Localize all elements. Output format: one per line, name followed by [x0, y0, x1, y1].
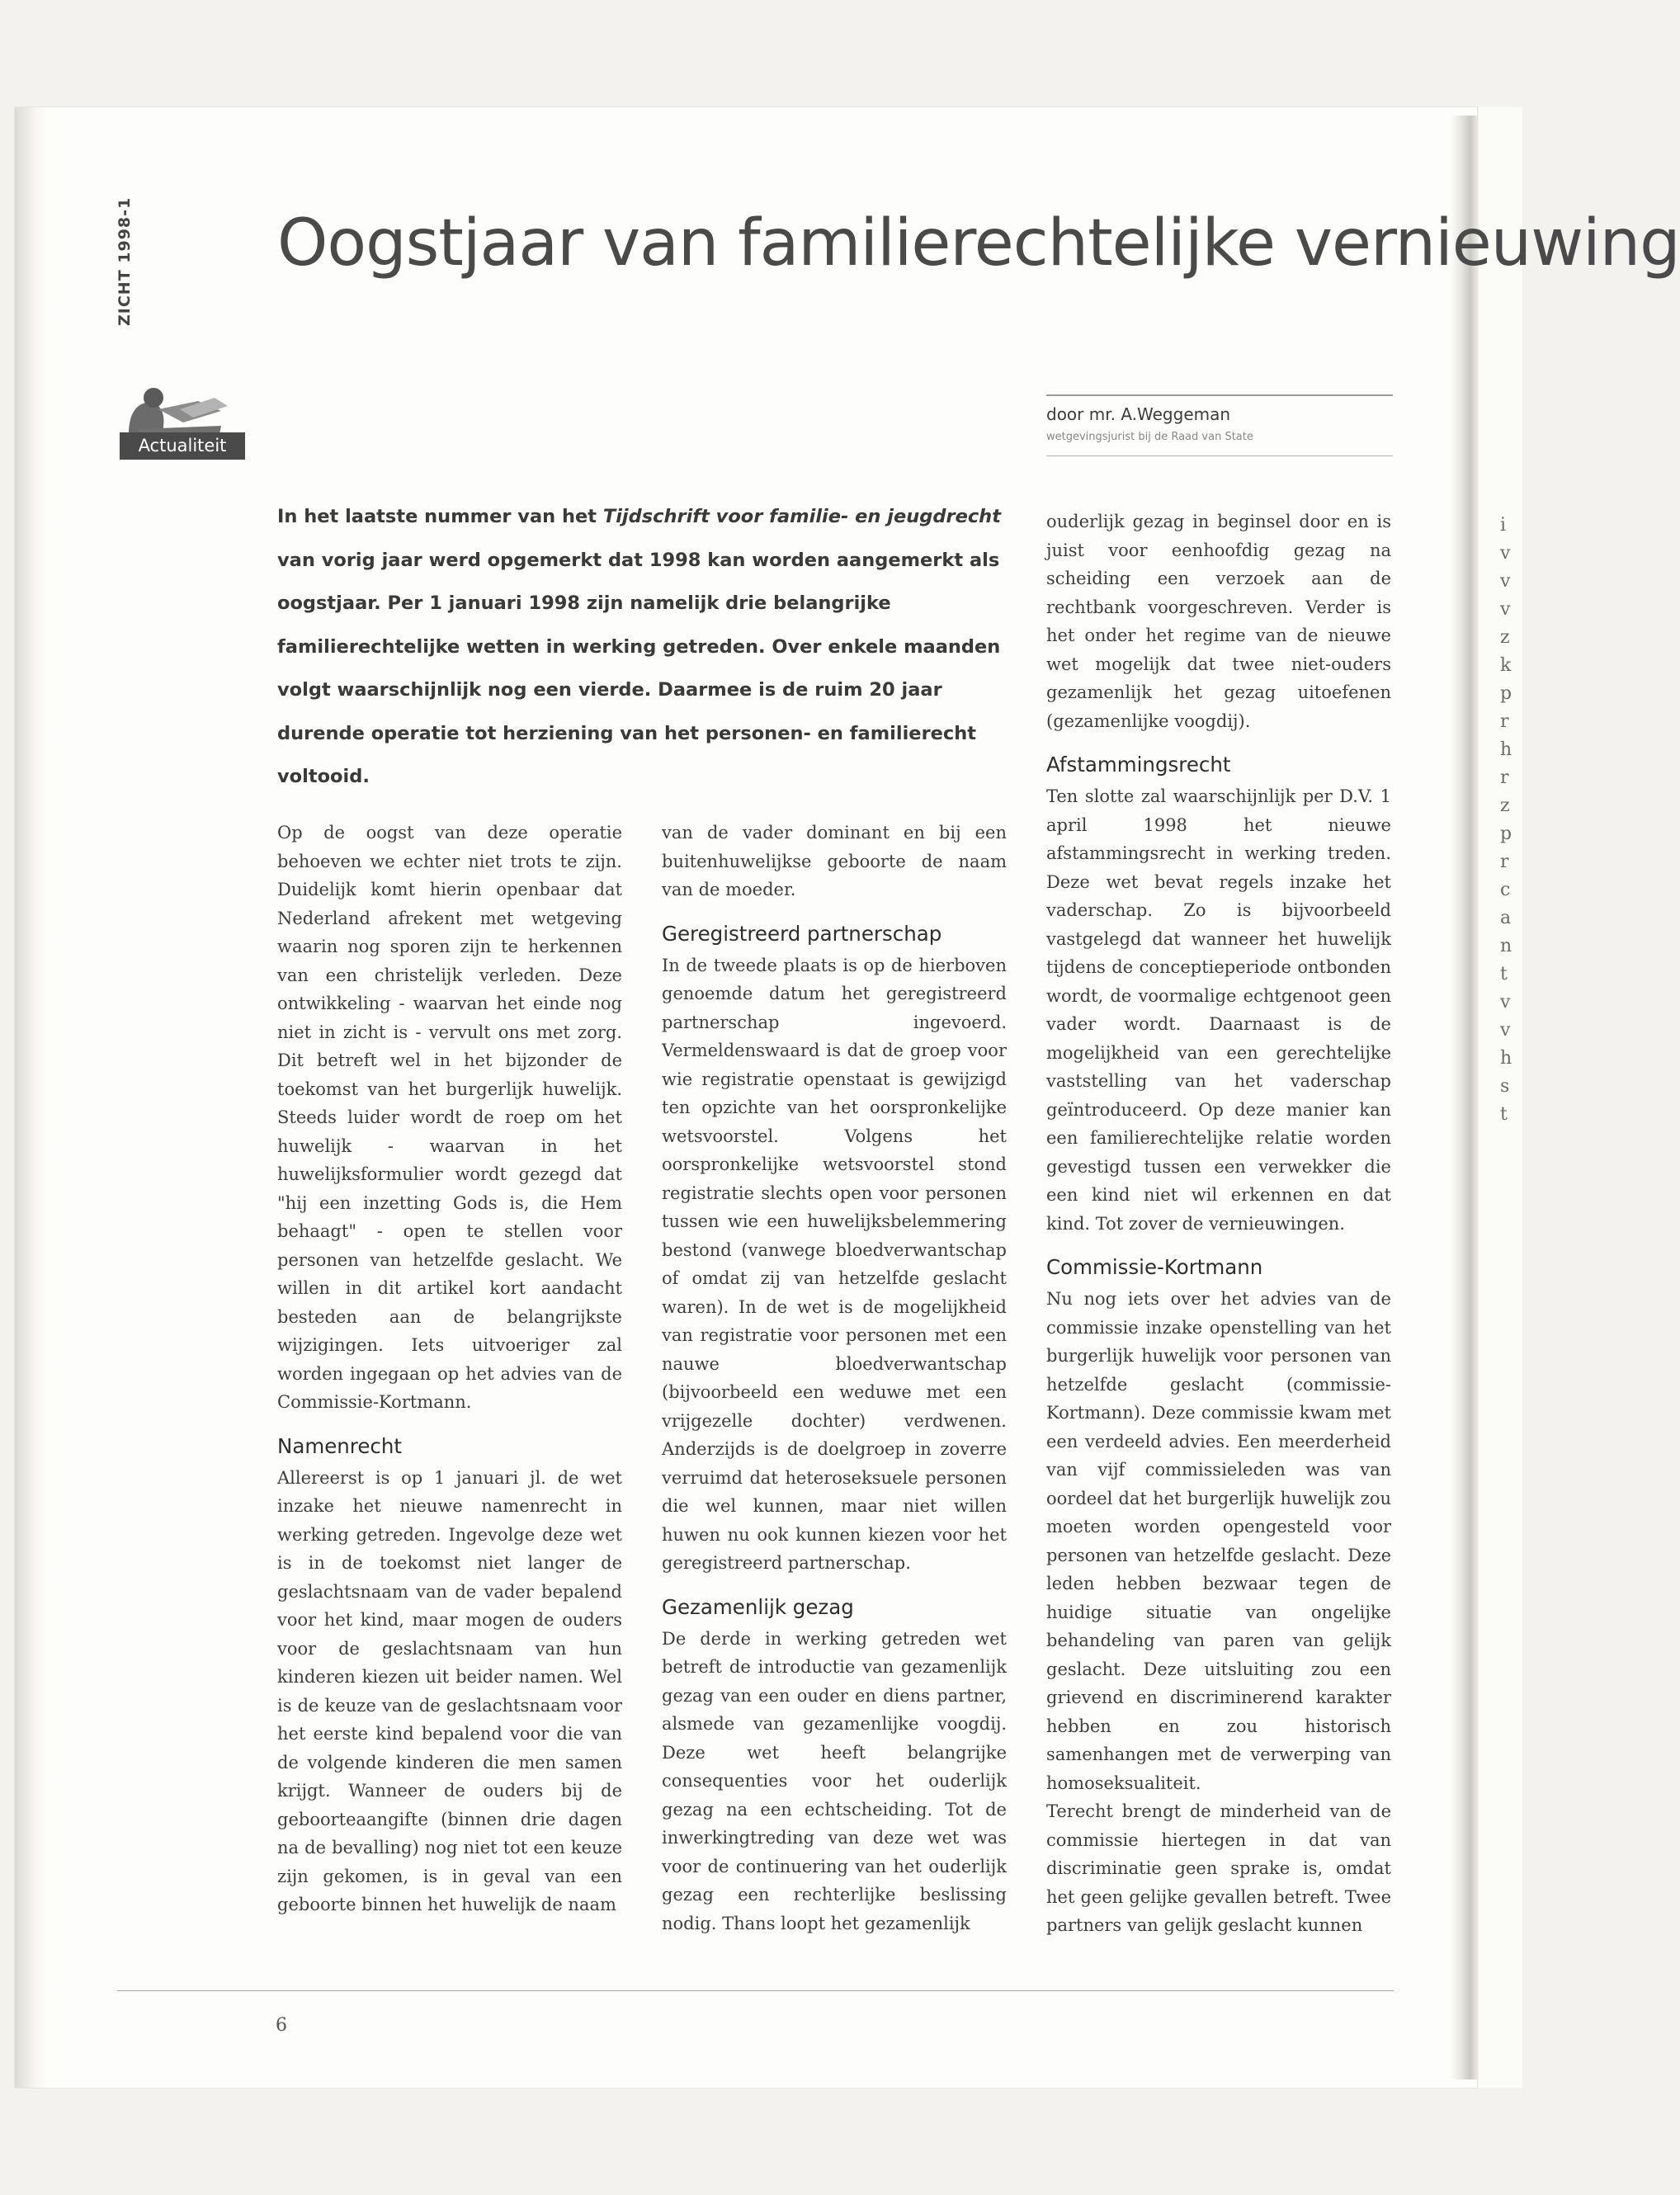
body-paragraph: Terecht brengt de minderheid van de commissie hiertegen in dat van discriminatie geen sprake is, omdat het geen gelijke gevallen betreft. Twee partners van gelijk geslacht kunnen — [1046, 1801, 1391, 1935]
body-paragraph: Nu nog iets over het advies van de commissie inzake openstelling van het burgerlijk huwelijk voor personen van hetzelfde geslacht (commissie-Kortmann). Deze commissie kwam met een verdeeld advies. Een meerderheid van vijf commissieleden was van oordeel dat het burgerlijk huwelijk zou moeten worden opengesteld voor personen van hetzelfde geslacht. Deze leden hebben bezwaar tegen de huidige situatie van ongelijke behandeling van paren van gelijk geslacht. Deze uitsluiting zou een grievend en discriminerend karakter hebben en zou historisch samenhangen met de verwerping van homoseksualiteit. — [1046, 1289, 1391, 1793]
margin-letter: v — [1500, 599, 1511, 620]
body-paragraph: Allereerst is op 1 januari jl. de wet inzake het nieuwe namenrecht in werking getreden. Ingevolge deze wet is in de toekomst niet langer de geslachtsnaam van de vader bepalend voor het kind, maar mogen de ouders voor de geslachtsnaam van hun kinderen kiezen uit beider namen. Wel is de keuze van de geslachtsnaam voor het eerste kind bepalend voor die van de volgende kinderen die men samen krijgt. Wanneer de ouders bij de geboorteaangifte (binnen drie dagen na de bevalling) nog niet tot een keuze zijn gekomen, is in geval van een geboorte binnen het huwelijk de naam — [277, 1467, 622, 1914]
margin-letter: h — [1500, 1048, 1512, 1069]
margin-letter: v — [1500, 1020, 1511, 1041]
running-head: ZICHT 1998-1 — [116, 196, 134, 326]
margin-letter: r — [1500, 711, 1509, 732]
margin-letter: r — [1500, 852, 1509, 872]
author-affiliation: wetgevingsjurist bij de Raad van State — [1046, 431, 1253, 443]
page-fold — [1451, 116, 1479, 2079]
article-title: Oogstjaar van familierechtelijke vernieuwing — [277, 206, 1680, 281]
margin-letter: r — [1500, 767, 1509, 788]
page-number: 6 — [276, 2015, 287, 2036]
journal-title: Tijdschrift voor familie- en jeugdrecht — [602, 506, 1001, 527]
section-heading-gezamenlijk-gezag: Gezamenlijk gezag — [662, 1594, 854, 1619]
intro-paragraph: In het laatste nummer van het Tijdschrift voor familie- en jeugdrecht van vorig jaar werd opgemerkt dat 1998 kan worden aangemerkt als oogstjaar. Per 1 januari 1998 zijn namelijk drie belangrijke familierechtelijke wetten in werking getreden. Over enkele maanden volgt waarschijnlijk nog een vierde. Daarmee is de ruim 20 jaar durende operatie tot herziening van het personen- en familierecht voltooid. — [277, 506, 1001, 787]
page-spine — [15, 107, 48, 2088]
footer-rule — [117, 1990, 1394, 1991]
body-paragraph: In de tweede plaats is op de hierboven genoemde datum het geregistreerd partnerschap ingevoerd. Vermeldenswaard is dat de groep voor wie registratie openstaat is gewijzigd ten opzichte van het oorspronkelijke wetsvoorstel. Volgens het oorspronkelijke wetsvoorstel stond registratie slechts open voor personen tussen wie een huwelijksbelemmering bestond (vanwege bloedverwantschap of omdat zij van hetzelfde geslacht waren). In de wet is de mogelijkheid van registratie voor personen met een nauwe bloedverwantschap (bijvoorbeeld een weduwe met een vrijgezelle dochter) verdwenen. Anderzijds is de doelgroep in zoverre verruimd dat heteroseksuele personen die wel kunnen, maar niet willen huwen nu ook kunnen kiezen voor het geregistreerd partnerschap. — [662, 955, 1007, 1573]
body-paragraph: van de vader dominant en bij een buitenhuwelijkse geboorte de naam van de moeder. — [662, 823, 1007, 899]
margin-letter: v — [1500, 992, 1511, 1013]
text-column-2 — [662, 819, 1007, 1938]
margin-letter: s — [1500, 1076, 1510, 1097]
body-paragraph: De derde in werking getreden wet betreft de introductie van gezamenlijk gezag van een ouder en diens partner, alsmede van gezamenlijke voogdij. Deze wet heeft belangrijke consequenties voor het ouderlijk gezag na een echtscheiding. Tot de inwerkingtreding van deze wet was voor de continuering van het ouderlijk gezag een rechterlijke beslissing nodig. Thans loopt het gezamenlijk — [662, 1628, 1007, 1933]
margin-letter: p — [1500, 824, 1512, 844]
section-heading-namenrecht: Namenrecht — [277, 1433, 403, 1458]
margin-letter: v — [1500, 543, 1511, 564]
margin-letter: v — [1500, 571, 1511, 592]
margin-letter: t — [1500, 1104, 1508, 1125]
author-byline: door mr. A.Weggeman — [1046, 404, 1231, 424]
body-paragraph: Op de oogst van deze operatie behoeven we echter niet trots te zijn. Duidelijk komt hierin openbaar dat Nederland afrekent met wetgeving waarin nog sporen zijn te herkennen van een christelijk verleden. Deze ontwikkeling - waarvan het einde nog niet in zicht is - vervult ons met zorg. Dit betreft wel in het bijzonder de toekomst van het burgerlijk huwelijk. Steeds luider wordt de roep om het huwelijk - waarvan in het huwelijksformulier wordt gezegd dat "hij een inzetting Gods is, die Hem behaagt" - open te stellen voor personen van hetzelfde geslacht. We willen in dit artikel kort aandacht besteden aan de belangrijkste wijzigingen. Iets uitvoeriger zal worden ingegaan op het advies van de Commissie-Kortmann. — [277, 823, 622, 1412]
margin-letter: p — [1500, 683, 1512, 704]
margin-letter: z — [1500, 795, 1510, 816]
margin-letter: i — [1500, 515, 1507, 536]
margin-letter: z — [1500, 627, 1510, 648]
section-heading-commissie-kortmann: Commissie-Kortmann — [1046, 1255, 1263, 1279]
byline-divider-top — [1046, 394, 1393, 396]
text-column-3 — [1046, 507, 1391, 1940]
adjacent-page-margin-letters — [1500, 512, 1518, 1129]
margin-letter: t — [1500, 964, 1508, 984]
section-heading-geregistreerd-partnerschap: Geregistreerd partnerschap — [662, 921, 942, 946]
margin-letter: n — [1500, 936, 1512, 956]
margin-letter: c — [1500, 880, 1511, 900]
margin-letter: h — [1500, 739, 1512, 760]
category-badge: Actualiteit — [120, 432, 245, 460]
margin-letter: a — [1500, 908, 1512, 928]
body-paragraph: Ten slotte zal waarschijnlijk per D.V. 1 april 1998 het nieuwe afstammingsrecht in werking treden. Deze wet bevat regels inzake het vaderschap. Zo is bijvoorbeeld vastgelegd dat wanneer het huwelijk tijdens de conceptieperiode ontbonden wordt, de voormalige echtgenoot geen vader wordt. Daarnaast is de mogelijkheid van een gerechtelijke vaststelling van het vaderschap geïntroduceerd. Op deze manier kan een familierechtelijke relatie worden gevestigd tussen een verwekker die een kind niet wil erkennen en dat kind. Tot zover de vernieuwingen. — [1046, 786, 1391, 1234]
text-column-1 — [277, 819, 622, 1919]
body-paragraph: ouderlijk gezag in beginsel door en is juist voor eenhoofdig gezag na scheiding een verzoek aan de rechtbank voorgeschreven. Verder is het onder het regime van de nieuwe wet mogelijk dat twee niet-ouders gezamenlijk het gezag uitoefenen (gezamenlijke voogdij). — [1046, 512, 1391, 731]
margin-letter: k — [1500, 655, 1512, 676]
section-heading-afstammingsrecht: Afstammingsrecht — [1046, 753, 1231, 777]
